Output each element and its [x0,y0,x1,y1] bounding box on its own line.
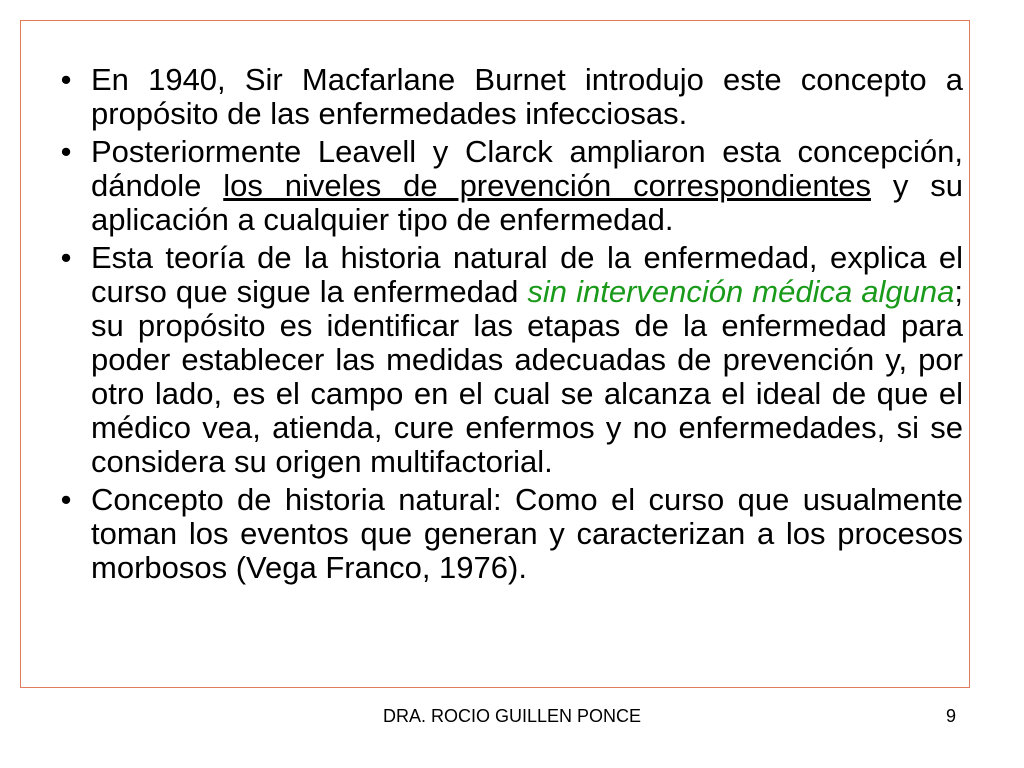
bullet-item [51,135,963,237]
bullet-icon: • [60,134,72,169]
bullet-text: Esta teoría de la historia natural de la enfermedad, explica el curso que sigue la enfermedad [91,240,963,309]
bullet-icon: • [60,482,72,517]
bullet-item [51,241,963,479]
footer-author: DRA. ROCIO GUILLEN PONCE [382,706,642,726]
content-frame [20,20,970,688]
bullet-item [51,63,963,131]
bullet-icon: • [60,62,72,97]
bullet-text: ; su propósito es identificar las etapas de la enfermedad para poder establecer las medidas adecuadas de prevención y, por otro lado, es el campo en el cual se alcanza el ideal de que el médico vea, atienda, cure enfermos y no enfermedades, si se considera su origen multifactorial. [91,274,963,479]
bullet-text: y su aplicación a cualquier tipo de enfermedad. [91,168,964,237]
bullet-list [51,63,963,589]
bullet-text: En 1940, Sir Macfarlane Burnet introdujo este concepto a propósito de las enfermedades infecciosas. [91,62,963,131]
highlighted-text: sin intervención médica alguna [527,274,955,309]
bullet-text: Concepto de historia natural: Como el curso que usualmente toman los eventos que generan y caracterizan a los procesos morbosos (Vega Franco, 1976). [91,482,963,585]
bullet-text: Posteriormente Leavell y Clarck ampliaron esta concepción, dándole [91,134,963,203]
bullet-icon: • [60,240,72,275]
underlined-text: los niveles de prevención correspondientes [223,168,871,203]
page-number: 9 [946,706,957,726]
bullet-item [51,483,963,585]
